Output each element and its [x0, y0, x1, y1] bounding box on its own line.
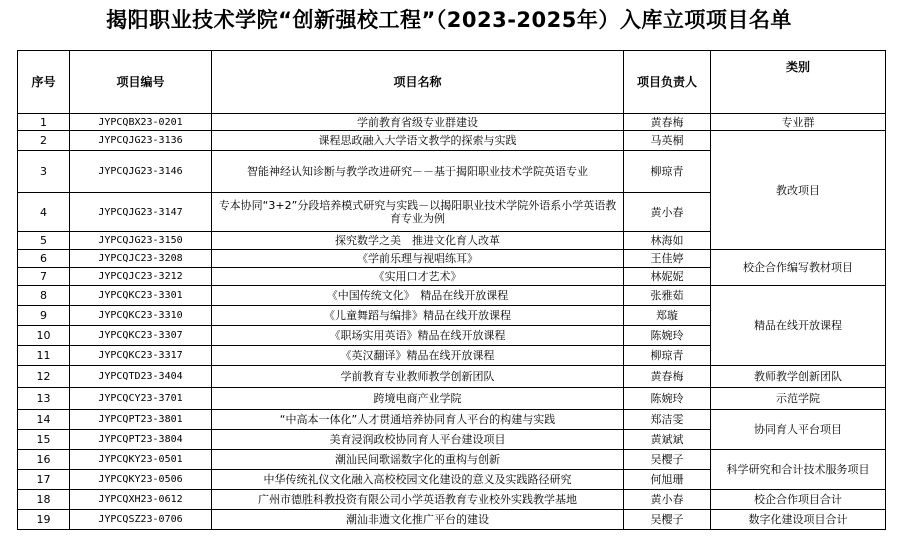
cell-code: JYPCQKC23-3317 — [70, 346, 212, 366]
header-category: 类别 — [711, 51, 886, 114]
cell-seq: 16 — [18, 450, 70, 470]
table-row — [18, 131, 886, 151]
cell-code: JYPCQKY23-0506 — [70, 470, 212, 490]
cell-name: 《儿童舞蹈与编排》精品在线开放课程 — [212, 306, 624, 326]
table-row — [18, 510, 886, 530]
cell-category: 精品在线开放课程 — [711, 286, 886, 366]
cell-seq: 2 — [18, 131, 70, 151]
cell-category: 校企合作项目合计 — [711, 490, 886, 510]
cell-code: JYPCQBX23-0201 — [70, 114, 212, 131]
table-row — [18, 388, 886, 410]
cell-name: “中高本一体化”人才贯通培养协同育人平台的构建与实践 — [212, 410, 624, 430]
table-row — [18, 490, 886, 510]
table-row — [18, 366, 886, 388]
cell-leader: 马英桐 — [624, 131, 711, 151]
header-seq: 序号 — [18, 51, 70, 114]
cell-category: 数字化建设项目合计 — [711, 510, 886, 530]
cell-name: 学前教育专业教师教学创新团队 — [212, 366, 624, 388]
cell-name: 潮汕非遗文化推广平台的建设 — [212, 510, 624, 530]
cell-seq: 1 — [18, 114, 70, 131]
cell-seq: 14 — [18, 410, 70, 430]
cell-seq: 17 — [18, 470, 70, 490]
cell-name: 专本协同“3+2”分段培养模式研究与实践－以揭阳职业技术学院外语系小学英语教育专业为例 — [212, 193, 624, 232]
cell-code: JYPCQJG23-3146 — [70, 151, 212, 193]
cell-code: JYPCQJG23-3147 — [70, 193, 212, 232]
cell-seq: 8 — [18, 286, 70, 306]
cell-code: JYPCQTD23-3404 — [70, 366, 212, 388]
cell-leader: 柳琼青 — [624, 151, 711, 193]
cell-code: JYPCQJC23-3208 — [70, 250, 212, 268]
cell-seq: 4 — [18, 193, 70, 232]
cell-code: JYPCQJC23-3212 — [70, 268, 212, 286]
cell-seq: 3 — [18, 151, 70, 193]
cell-category: 专业群 — [711, 114, 886, 131]
table-row — [18, 450, 886, 470]
cell-name: 《职场实用英语》精品在线开放课程 — [212, 326, 624, 346]
cell-name: 探究数学之美 推进文化育人改革 — [212, 232, 624, 250]
cell-name: 智能神经认知诊断与教学改进研究－－基于揭阳职业技术学院英语专业 — [212, 151, 624, 193]
cell-seq: 15 — [18, 430, 70, 450]
header-code: 项目编号 — [70, 51, 212, 114]
table-row — [18, 410, 886, 430]
cell-seq: 19 — [18, 510, 70, 530]
cell-code: JYPCQKC23-3310 — [70, 306, 212, 326]
cell-leader: 郑璇 — [624, 306, 711, 326]
cell-leader: 林海如 — [624, 232, 711, 250]
cell-name: 跨境电商产业学院 — [212, 388, 624, 410]
cell-name: 中华传统礼仪文化融入高校校园文化建设的意义及实践路径研究 — [212, 470, 624, 490]
cell-seq: 18 — [18, 490, 70, 510]
header-name: 项目名称 — [212, 51, 624, 114]
cell-seq: 10 — [18, 326, 70, 346]
cell-seq: 9 — [18, 306, 70, 326]
cell-category: 教改项目 — [711, 131, 886, 250]
cell-name: 《英汉翻译》精品在线开放课程 — [212, 346, 624, 366]
cell-category: 校企合作编写教材项目 — [711, 250, 886, 286]
table-row — [18, 250, 886, 268]
cell-leader: 黄春梅 — [624, 366, 711, 388]
cell-name: 《中国传统文化》 精品在线开放课程 — [212, 286, 624, 306]
cell-leader: 张雅茹 — [624, 286, 711, 306]
cell-code: JYPCQXH23-0612 — [70, 490, 212, 510]
cell-seq: 11 — [18, 346, 70, 366]
cell-leader: 黄小春 — [624, 193, 711, 232]
cell-leader: 陈婉玲 — [624, 326, 711, 346]
cell-seq: 7 — [18, 268, 70, 286]
cell-leader: 何旭珊 — [624, 470, 711, 490]
cell-seq: 13 — [18, 388, 70, 410]
cell-code: JYPCQKY23-0501 — [70, 450, 212, 470]
header-leader: 项目负责人 — [624, 51, 711, 114]
cell-leader: 郑洁雯 — [624, 410, 711, 430]
cell-name: 美育浸润政校协同育人平台建设项目 — [212, 430, 624, 450]
cell-name: 《学前乐理与视唱练耳》 — [212, 250, 624, 268]
table-header-row — [18, 51, 886, 114]
cell-name: 课程思政融入大学语文教学的探索与实践 — [212, 131, 624, 151]
cell-code: JYPCQPT23-3801 — [70, 410, 212, 430]
cell-leader: 黄春梅 — [624, 114, 711, 131]
cell-category: 科学研究和合计技术服务项目 — [711, 450, 886, 490]
project-table — [17, 50, 886, 530]
table-row — [18, 286, 886, 306]
cell-leader: 王佳婷 — [624, 250, 711, 268]
cell-name: 潮汕民间歌谣数字化的重构与创新 — [212, 450, 624, 470]
cell-leader: 吴樱子 — [624, 510, 711, 530]
cell-seq: 12 — [18, 366, 70, 388]
table-row — [18, 114, 886, 131]
cell-code: JYPCQJG23-3150 — [70, 232, 212, 250]
cell-code: JYPCQJG23-3136 — [70, 131, 212, 151]
cell-code: JYPCQKC23-3307 — [70, 326, 212, 346]
cell-code: JYPCQPT23-3804 — [70, 430, 212, 450]
cell-name: 《实用口才艺术》 — [212, 268, 624, 286]
cell-category: 示范学院 — [711, 388, 886, 410]
cell-name: 学前教育省级专业群建设 — [212, 114, 624, 131]
cell-leader: 吴樱子 — [624, 450, 711, 470]
cell-name: 广州市德胜科教投资有限公司小学英语教育专业校外实践教学基地 — [212, 490, 624, 510]
cell-code: JYPCQKC23-3301 — [70, 286, 212, 306]
cell-leader: 黄斌斌 — [624, 430, 711, 450]
cell-leader: 陈婉玲 — [624, 388, 711, 410]
cell-leader: 林妮妮 — [624, 268, 711, 286]
page-title: 揭阳职业技术学院“创新强校工程”（2023-2025年）入库立项项目名单 — [106, 8, 792, 32]
cell-category: 协同育人平台项目 — [711, 410, 886, 450]
cell-category: 教师教学创新团队 — [711, 366, 886, 388]
cell-leader: 黄小春 — [624, 490, 711, 510]
cell-code: JYPCQSZ23-0706 — [70, 510, 212, 530]
cell-leader: 柳琼青 — [624, 346, 711, 366]
cell-code: JYPCQCY23-3701 — [70, 388, 212, 410]
cell-seq: 6 — [18, 250, 70, 268]
cell-seq: 5 — [18, 232, 70, 250]
